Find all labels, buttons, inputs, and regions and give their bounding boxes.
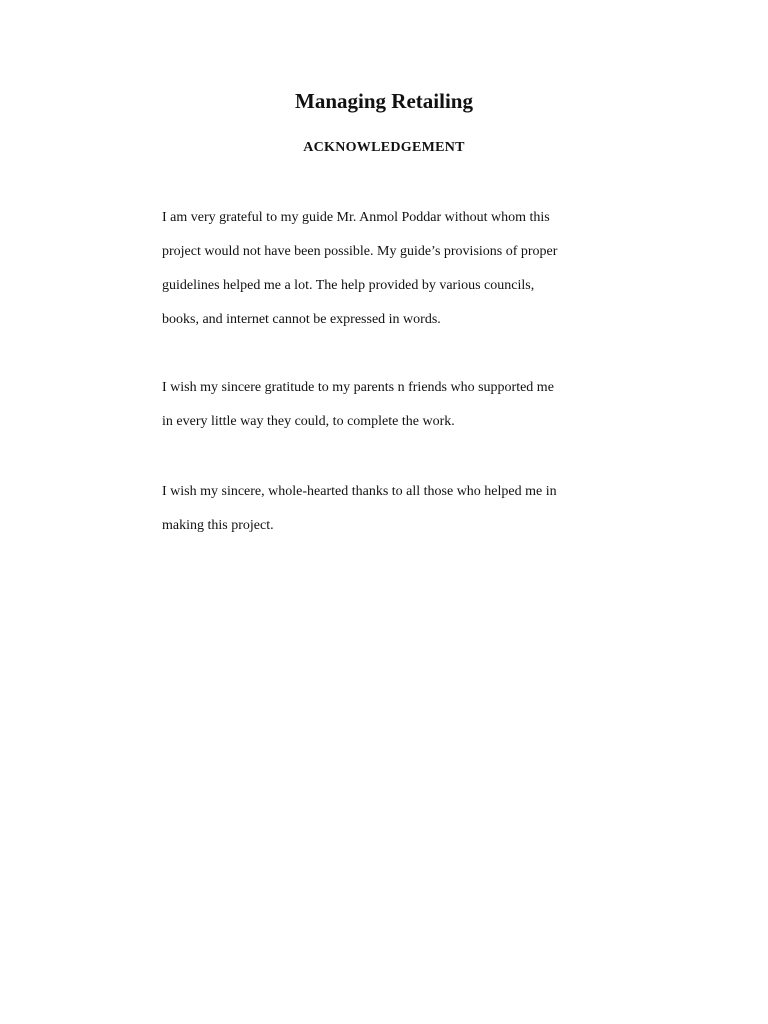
paragraph-all-helpers: I wish my sincere, whole-hearted thanks to all those who helped me in making this project. xyxy=(162,484,557,533)
document-title: Managing Retailing xyxy=(295,89,473,113)
paragraph-parents-friends: I wish my sincere gratitude to my parents n friends who supported me in every little way they could, to complete the work. xyxy=(162,380,554,429)
paragraph-guide-thanks: I am very grateful to my guide Mr. Anmol Poddar without whom this project would not have been possible. My guide’s provisions of proper guidelines helped me a lot. The help provided by various councils, books, and internet cannot be expressed in words. xyxy=(162,210,558,327)
section-heading: ACKNOWLEDGEMENT xyxy=(303,140,465,155)
